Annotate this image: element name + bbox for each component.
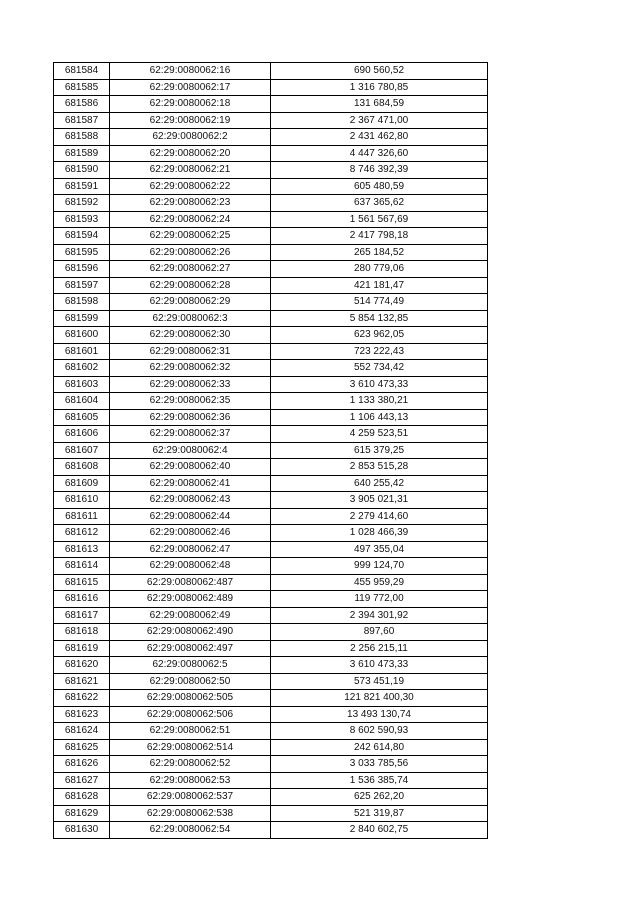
- row-id-cell: 681587: [54, 112, 110, 129]
- cadastral-number-cell: 62:29:0080062:37: [110, 426, 271, 443]
- row-id-cell: 681600: [54, 327, 110, 344]
- cadastral-number-cell: 62:29:0080062:30: [110, 327, 271, 344]
- row-id-cell: 681606: [54, 426, 110, 443]
- cadastral-number-cell: 62:29:0080062:29: [110, 294, 271, 311]
- row-id-cell: 681627: [54, 772, 110, 789]
- cadastral-number-cell: 62:29:0080062:18: [110, 96, 271, 113]
- row-id-cell: 681586: [54, 96, 110, 113]
- cadastral-number-cell: 62:29:0080062:48: [110, 558, 271, 575]
- cadastral-number-cell: 62:29:0080062:43: [110, 492, 271, 509]
- table-row: [54, 442, 488, 459]
- row-id-cell: 681596: [54, 261, 110, 278]
- cadastral-number-cell: 62:29:0080062:35: [110, 393, 271, 410]
- table-row: [54, 624, 488, 641]
- table-row: [54, 574, 488, 591]
- cadastral-value-cell: 421 181,47: [271, 277, 488, 294]
- cadastral-number-cell: 62:29:0080062:23: [110, 195, 271, 212]
- cadastral-value-cell: 605 480,59: [271, 178, 488, 195]
- cadastral-value-cell: 3 610 473,33: [271, 376, 488, 393]
- row-id-cell: 681619: [54, 640, 110, 657]
- row-id-cell: 681620: [54, 657, 110, 674]
- row-id-cell: 681591: [54, 178, 110, 195]
- table-row: [54, 360, 488, 377]
- table-row: [54, 508, 488, 525]
- row-id-cell: 681604: [54, 393, 110, 410]
- row-id-cell: 681589: [54, 145, 110, 162]
- row-id-cell: 681592: [54, 195, 110, 212]
- row-id-cell: 681621: [54, 673, 110, 690]
- cadastral-number-cell: 62:29:0080062:5: [110, 657, 271, 674]
- cadastral-number-cell: 62:29:0080062:4: [110, 442, 271, 459]
- table-row: [54, 657, 488, 674]
- cadastral-value-cell: 2 417 798,18: [271, 228, 488, 245]
- table-row: [54, 690, 488, 707]
- cadastral-number-cell: 62:29:0080062:51: [110, 723, 271, 740]
- cadastral-value-cell: 623 962,05: [271, 327, 488, 344]
- cadastral-number-cell: 62:29:0080062:25: [110, 228, 271, 245]
- table-row: [54, 739, 488, 756]
- cadastral-number-cell: 62:29:0080062:19: [110, 112, 271, 129]
- table-row: [54, 112, 488, 129]
- cadastral-number-cell: 62:29:0080062:46: [110, 525, 271, 542]
- cadastral-number-cell: 62:29:0080062:33: [110, 376, 271, 393]
- cadastral-number-cell: 62:29:0080062:497: [110, 640, 271, 657]
- row-id-cell: 681625: [54, 739, 110, 756]
- row-id-cell: 681590: [54, 162, 110, 179]
- table-row: [54, 63, 488, 80]
- cadastral-value-cell: 1 028 466,39: [271, 525, 488, 542]
- table-row: [54, 178, 488, 195]
- row-id-cell: 681617: [54, 607, 110, 624]
- cadastral-number-cell: 62:29:0080062:31: [110, 343, 271, 360]
- cadastral-number-cell: 62:29:0080062:487: [110, 574, 271, 591]
- cadastral-value-cell: 131 684,59: [271, 96, 488, 113]
- table-row: [54, 723, 488, 740]
- table-row: [54, 558, 488, 575]
- cadastral-number-cell: 62:29:0080062:27: [110, 261, 271, 278]
- cadastral-value-cell: 897,60: [271, 624, 488, 641]
- table-row: [54, 277, 488, 294]
- table-row: [54, 492, 488, 509]
- cadastral-value-cell: 2 279 414,60: [271, 508, 488, 525]
- row-id-cell: 681616: [54, 591, 110, 608]
- table-row: [54, 475, 488, 492]
- table-row: [54, 756, 488, 773]
- row-id-cell: 681630: [54, 822, 110, 839]
- table-row: [54, 673, 488, 690]
- cadastral-value-table: [53, 62, 488, 839]
- cadastral-value-cell: 2 853 515,28: [271, 459, 488, 476]
- table-row: [54, 607, 488, 624]
- table-row: [54, 96, 488, 113]
- row-id-cell: 681608: [54, 459, 110, 476]
- row-id-cell: 681588: [54, 129, 110, 146]
- row-id-cell: 681610: [54, 492, 110, 509]
- table-row: [54, 162, 488, 179]
- cadastral-number-cell: 62:29:0080062:53: [110, 772, 271, 789]
- row-id-cell: 681612: [54, 525, 110, 542]
- cadastral-number-cell: 62:29:0080062:50: [110, 673, 271, 690]
- table-body: [54, 63, 488, 839]
- row-id-cell: 681602: [54, 360, 110, 377]
- cadastral-value-cell: 4 447 326,60: [271, 145, 488, 162]
- table-row: [54, 541, 488, 558]
- cadastral-value-cell: 552 734,42: [271, 360, 488, 377]
- table-row: [54, 228, 488, 245]
- row-id-cell: 681593: [54, 211, 110, 228]
- cadastral-value-cell: 514 774,49: [271, 294, 488, 311]
- row-id-cell: 681623: [54, 706, 110, 723]
- cadastral-number-cell: 62:29:0080062:17: [110, 79, 271, 96]
- cadastral-number-cell: 62:29:0080062:537: [110, 789, 271, 806]
- cadastral-number-cell: 62:29:0080062:20: [110, 145, 271, 162]
- cadastral-value-cell: 3 610 473,33: [271, 657, 488, 674]
- row-id-cell: 681611: [54, 508, 110, 525]
- row-id-cell: 681607: [54, 442, 110, 459]
- table-row: [54, 343, 488, 360]
- cadastral-number-cell: 62:29:0080062:490: [110, 624, 271, 641]
- cadastral-number-cell: 62:29:0080062:22: [110, 178, 271, 195]
- row-id-cell: 681618: [54, 624, 110, 641]
- row-id-cell: 681628: [54, 789, 110, 806]
- cadastral-value-cell: 455 959,29: [271, 574, 488, 591]
- cadastral-value-cell: 2 394 301,92: [271, 607, 488, 624]
- cadastral-number-cell: 62:29:0080062:49: [110, 607, 271, 624]
- row-id-cell: 681614: [54, 558, 110, 575]
- cadastral-value-cell: 1 106 443,13: [271, 409, 488, 426]
- cadastral-value-cell: 723 222,43: [271, 343, 488, 360]
- row-id-cell: 681615: [54, 574, 110, 591]
- cadastral-number-cell: 62:29:0080062:24: [110, 211, 271, 228]
- cadastral-number-cell: 62:29:0080062:538: [110, 805, 271, 822]
- table-row: [54, 525, 488, 542]
- row-id-cell: 681629: [54, 805, 110, 822]
- cadastral-number-cell: 62:29:0080062:47: [110, 541, 271, 558]
- table-row: [54, 409, 488, 426]
- cadastral-value-cell: 121 821 400,30: [271, 690, 488, 707]
- cadastral-value-cell: 8 602 590,93: [271, 723, 488, 740]
- cadastral-number-cell: 62:29:0080062:54: [110, 822, 271, 839]
- table-row: [54, 640, 488, 657]
- table-row: [54, 261, 488, 278]
- cadastral-value-cell: 640 255,42: [271, 475, 488, 492]
- table-row: [54, 393, 488, 410]
- cadastral-number-cell: 62:29:0080062:2: [110, 129, 271, 146]
- row-id-cell: 681599: [54, 310, 110, 327]
- table-row: [54, 805, 488, 822]
- cadastral-number-cell: 62:29:0080062:28: [110, 277, 271, 294]
- table-row: [54, 294, 488, 311]
- table-row: [54, 772, 488, 789]
- table-row: [54, 376, 488, 393]
- cadastral-value-cell: 1 316 780,85: [271, 79, 488, 96]
- row-id-cell: 681609: [54, 475, 110, 492]
- row-id-cell: 681597: [54, 277, 110, 294]
- row-id-cell: 681598: [54, 294, 110, 311]
- table-row: [54, 79, 488, 96]
- cadastral-number-cell: 62:29:0080062:505: [110, 690, 271, 707]
- cadastral-value-cell: 3 905 021,31: [271, 492, 488, 509]
- cadastral-number-cell: 62:29:0080062:21: [110, 162, 271, 179]
- cadastral-number-cell: 62:29:0080062:32: [110, 360, 271, 377]
- cadastral-number-cell: 62:29:0080062:3: [110, 310, 271, 327]
- cadastral-value-cell: 637 365,62: [271, 195, 488, 212]
- cadastral-number-cell: 62:29:0080062:514: [110, 739, 271, 756]
- table-row: [54, 211, 488, 228]
- row-id-cell: 681613: [54, 541, 110, 558]
- cadastral-value-cell: 2 367 471,00: [271, 112, 488, 129]
- cadastral-value-cell: 119 772,00: [271, 591, 488, 608]
- table-row: [54, 591, 488, 608]
- cadastral-value-cell: 242 614,80: [271, 739, 488, 756]
- row-id-cell: 681594: [54, 228, 110, 245]
- table-row: [54, 244, 488, 261]
- row-id-cell: 681605: [54, 409, 110, 426]
- table-row: [54, 129, 488, 146]
- cadastral-value-cell: 521 319,87: [271, 805, 488, 822]
- cadastral-value-cell: 280 779,06: [271, 261, 488, 278]
- cadastral-number-cell: 62:29:0080062:36: [110, 409, 271, 426]
- cadastral-value-cell: 1 536 385,74: [271, 772, 488, 789]
- table-row: [54, 145, 488, 162]
- cadastral-value-cell: 1 133 380,21: [271, 393, 488, 410]
- cadastral-number-cell: 62:29:0080062:506: [110, 706, 271, 723]
- cadastral-value-cell: 573 451,19: [271, 673, 488, 690]
- cadastral-number-cell: 62:29:0080062:16: [110, 63, 271, 80]
- cadastral-value-cell: 265 184,52: [271, 244, 488, 261]
- cadastral-value-cell: 4 259 523,51: [271, 426, 488, 443]
- table-row: [54, 327, 488, 344]
- cadastral-number-cell: 62:29:0080062:40: [110, 459, 271, 476]
- cadastral-value-cell: 13 493 130,74: [271, 706, 488, 723]
- cadastral-value-cell: 625 262,20: [271, 789, 488, 806]
- row-id-cell: 681584: [54, 63, 110, 80]
- cadastral-value-cell: 690 560,52: [271, 63, 488, 80]
- cadastral-value-cell: 2 840 602,75: [271, 822, 488, 839]
- row-id-cell: 681601: [54, 343, 110, 360]
- cadastral-number-cell: 62:29:0080062:26: [110, 244, 271, 261]
- cadastral-value-cell: 615 379,25: [271, 442, 488, 459]
- cadastral-value-cell: 497 355,04: [271, 541, 488, 558]
- cadastral-value-cell: 5 854 132,85: [271, 310, 488, 327]
- table-row: [54, 195, 488, 212]
- cadastral-value-cell: 2 431 462,80: [271, 129, 488, 146]
- table-row: [54, 706, 488, 723]
- row-id-cell: 681603: [54, 376, 110, 393]
- row-id-cell: 681624: [54, 723, 110, 740]
- table-row: [54, 789, 488, 806]
- cadastral-value-cell: 1 561 567,69: [271, 211, 488, 228]
- cadastral-value-cell: 8 746 392,39: [271, 162, 488, 179]
- table-row: [54, 459, 488, 476]
- table-row: [54, 310, 488, 327]
- row-id-cell: 681626: [54, 756, 110, 773]
- cadastral-number-cell: 62:29:0080062:489: [110, 591, 271, 608]
- cadastral-number-cell: 62:29:0080062:41: [110, 475, 271, 492]
- cadastral-number-cell: 62:29:0080062:44: [110, 508, 271, 525]
- row-id-cell: 681585: [54, 79, 110, 96]
- cadastral-value-cell: 999 124,70: [271, 558, 488, 575]
- table-row: [54, 426, 488, 443]
- row-id-cell: 681622: [54, 690, 110, 707]
- row-id-cell: 681595: [54, 244, 110, 261]
- table-row: [54, 822, 488, 839]
- cadastral-value-cell: 2 256 215,11: [271, 640, 488, 657]
- cadastral-number-cell: 62:29:0080062:52: [110, 756, 271, 773]
- cadastral-value-cell: 3 033 785,56: [271, 756, 488, 773]
